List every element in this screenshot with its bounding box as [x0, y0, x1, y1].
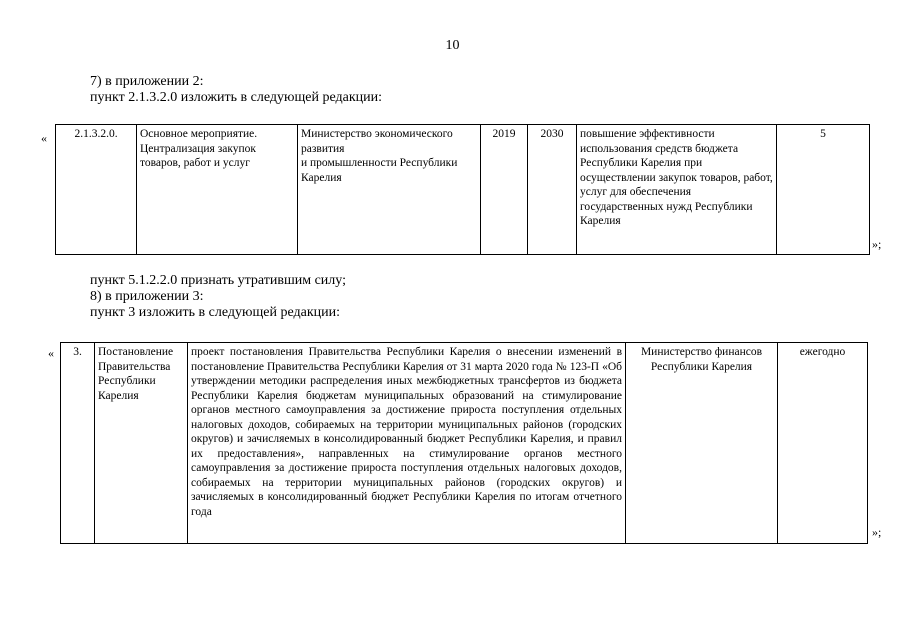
- table1-code-cell: 2.1.3.2.0.: [56, 125, 137, 255]
- section7-heading: 7) в приложении 2:: [90, 74, 204, 89]
- table2-number-cell: 3.: [61, 343, 95, 544]
- section8-repeal: пункт 5.1.2.2.0 признать утратившим силу;: [90, 273, 346, 288]
- table1-name-cell: Основное мероприятие. Централизация закупок товаров, работ и услуг: [137, 125, 298, 255]
- table2-close-quote: »;: [872, 525, 882, 539]
- table2-open-quote: «: [48, 346, 54, 360]
- table1-year-end-cell: 2030: [528, 125, 577, 255]
- table1: [55, 124, 870, 255]
- table1-result-cell: повышение эффективности использования средств бюджета Республики Карелия при осуществлении закупок товаров, работ, услуг для обеспечения государственных нужд Республики Карелия: [577, 125, 777, 255]
- section7-instruction: пункт 2.1.3.2.0 изложить в следующей редакции:: [90, 90, 382, 105]
- section8-instruction: пункт 3 изложить в следующей редакции:: [90, 305, 340, 320]
- table1-value-cell: 5: [777, 125, 870, 255]
- page-number: 10: [445, 38, 460, 53]
- table1-row: [56, 125, 870, 255]
- table2-responsible-cell: Министерство финансов Республики Карелия: [626, 343, 778, 544]
- table1-executor-cell: Министерство экономического развития и промышленности Республики Карелия: [298, 125, 481, 255]
- table1-open-quote: «: [41, 131, 47, 145]
- table2-description-cell: проект постановления Правительства Республики Карелия о внесении изменений в постановление Правительства Республики Карелия от 31 марта 2020 года № 123-П «Об утверждении методики распределения иных межбюджетных трансфертов из бюджета Республики Карелия бюджетам муниципальных образований на стимулирование органов местного самоуправления за достижение прироста поступления отдельных налоговых доходов, собираемых на территории муниципальных районов (городских округов) и зачисляемых в консолидированный бюджет Республики Карелия, и правил их предоставления», направленных на стимулирование органов местного самоуправления за достижение прироста поступления отдельных налоговых доходов, собираемых на территории муниципальных районов (городских округов) и зачисляемых в консолидированный бюджет Республики Карелия по итогам отчетного года: [188, 343, 626, 544]
- table2-row: [61, 343, 868, 544]
- table2-doc-type-cell: Постановление Правительства Республики Карелия: [95, 343, 188, 544]
- section8-heading: 8) в приложении 3:: [90, 289, 204, 304]
- table1-close-quote: »;: [872, 237, 882, 251]
- table2: [60, 342, 868, 544]
- table2-period-cell: ежегодно: [778, 343, 868, 544]
- table1-year-start-cell: 2019: [481, 125, 528, 255]
